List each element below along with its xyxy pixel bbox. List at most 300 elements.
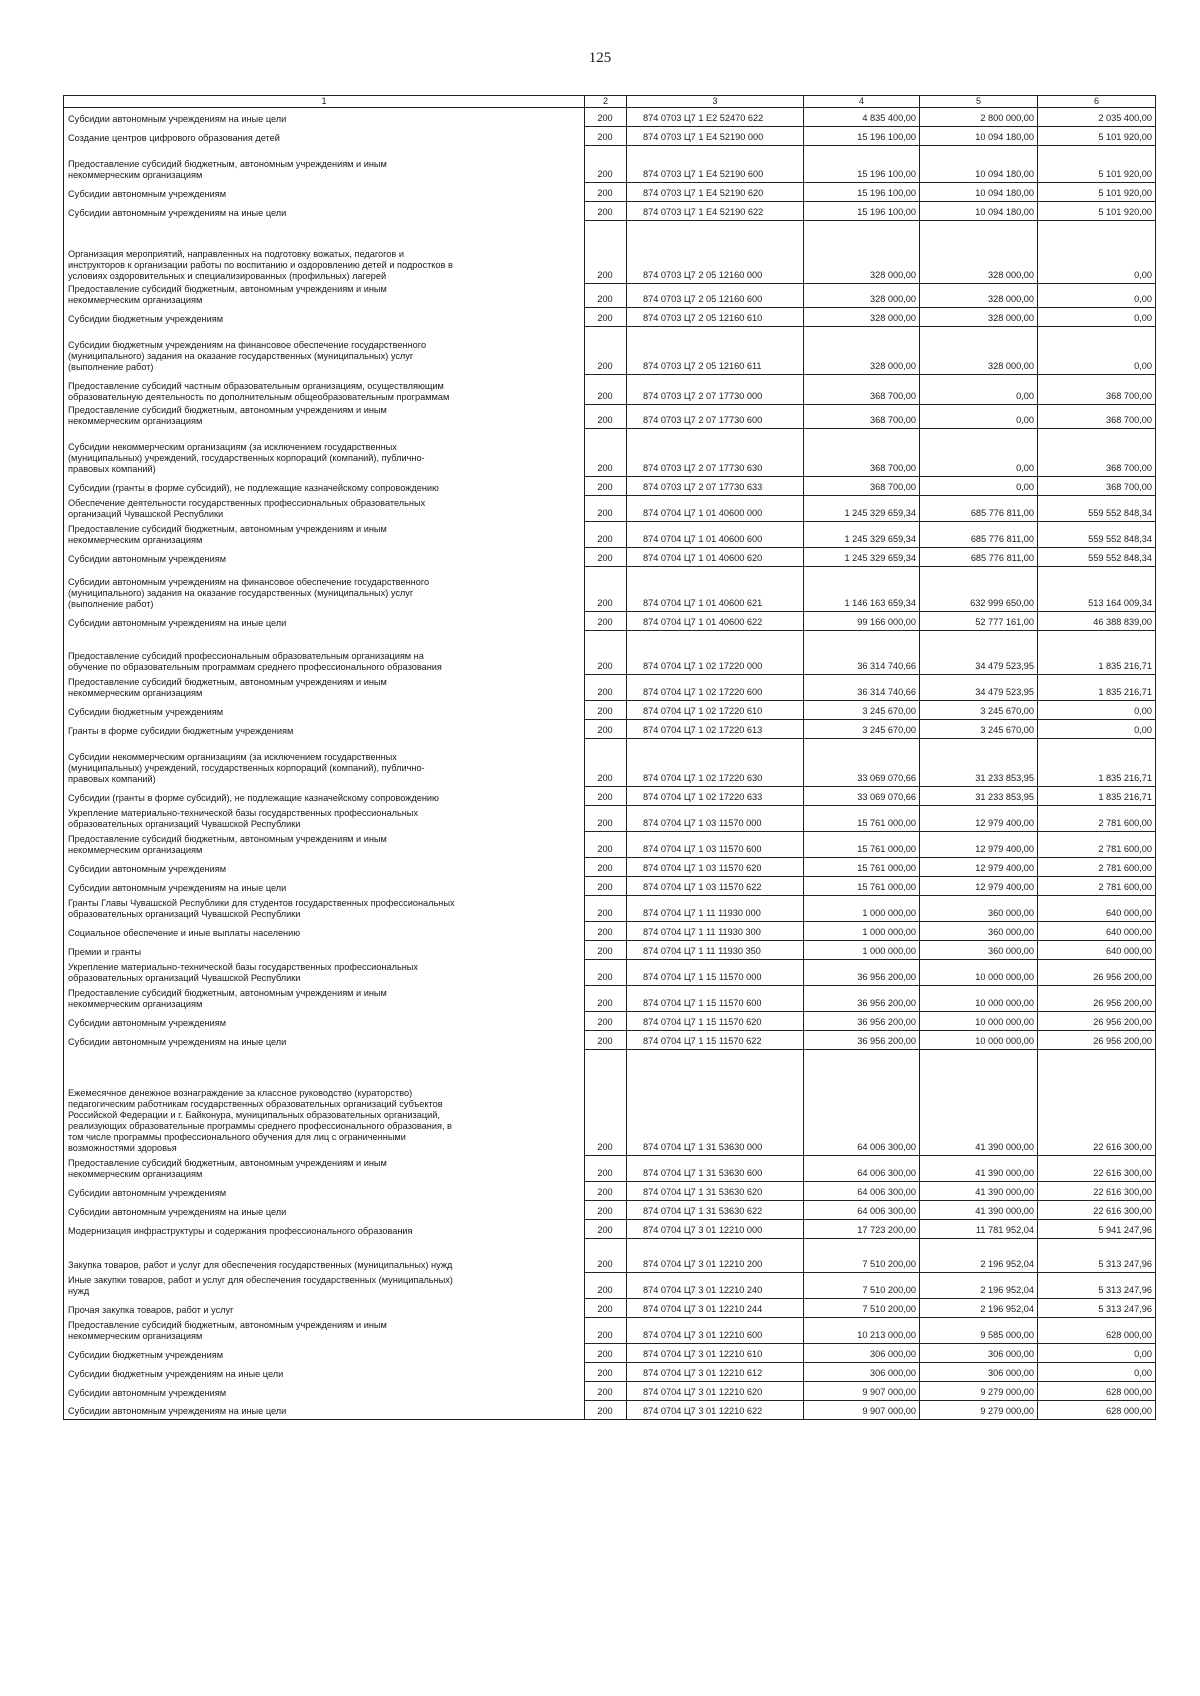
table-row [64, 284, 1156, 308]
row-approved-amount: 64 006 300,00 [804, 1050, 920, 1156]
row-executed-amount: 9 279 000,00 [920, 1401, 1038, 1420]
row-unexecuted-amount: 640 000,00 [1038, 896, 1156, 922]
row-executed-amount: 11 781 952,04 [920, 1220, 1038, 1239]
row-approved-amount: 64 006 300,00 [804, 1156, 920, 1182]
row-executed-amount: 306 000,00 [920, 1363, 1038, 1382]
row-approved-amount: 10 213 000,00 [804, 1318, 920, 1344]
row-executed-amount: 41 390 000,00 [920, 1050, 1038, 1156]
table-row [64, 1012, 1156, 1031]
row-name: Субсидии бюджетным учреждениям на финансовое обеспечение государственного (муниципального) задания на оказание государственных (муниципальных) услуг (выполнение работ) [64, 327, 585, 375]
row-executed-amount: 12 979 400,00 [920, 858, 1038, 877]
row-approved-amount: 64 006 300,00 [804, 1201, 920, 1220]
row-name: Субсидии автономным учреждениям на иные цели [64, 202, 585, 221]
table-row [64, 858, 1156, 877]
table-header [64, 96, 1156, 108]
row-unexecuted-amount: 559 552 848,34 [1038, 496, 1156, 522]
row-name: Гранты Главы Чувашской Республики для студентов государственных профессиональных образовательных организаций Чувашской Республики [64, 896, 585, 922]
row-name: Предоставление субсидий частным образовательным организациям, осуществляющим образовательную деятельность по дополнительным общеобразовательным программам [64, 375, 585, 405]
row-name: Субсидии (гранты в форме субсидий), не подлежащие казначейскому сопровождению [64, 787, 585, 806]
row-unexecuted-amount: 5 313 247,96 [1038, 1299, 1156, 1318]
row-executed-amount: 360 000,00 [920, 922, 1038, 941]
row-executed-amount: 0,00 [920, 477, 1038, 496]
row-unexecuted-amount: 368 700,00 [1038, 477, 1156, 496]
row-approved-amount: 33 069 070,66 [804, 787, 920, 806]
row-classification: 874 0703 Ц7 2 07 17730 000 [627, 375, 804, 405]
row-code: 200 [585, 739, 627, 787]
header-col-unexecuted: 6 [1038, 96, 1156, 108]
row-approved-amount: 15 196 100,00 [804, 202, 920, 221]
row-code: 200 [585, 1299, 627, 1318]
row-unexecuted-amount: 26 956 200,00 [1038, 960, 1156, 986]
row-executed-amount: 34 479 523,95 [920, 631, 1038, 675]
row-name: Предоставление субсидий бюджетным, автономным учреждениям и иным некоммерческим организациям [64, 986, 585, 1012]
row-unexecuted-amount: 1 835 216,71 [1038, 675, 1156, 701]
table-row [64, 1156, 1156, 1182]
row-name: Закупка товаров, работ и услуг для обеспечения государственных (муниципальных) нужд [64, 1239, 585, 1273]
row-executed-amount: 31 233 853,95 [920, 787, 1038, 806]
row-approved-amount: 368 700,00 [804, 405, 920, 429]
row-unexecuted-amount: 628 000,00 [1038, 1401, 1156, 1420]
row-unexecuted-amount: 0,00 [1038, 308, 1156, 327]
table-row [64, 701, 1156, 720]
row-executed-amount: 10 094 180,00 [920, 127, 1038, 146]
row-name: Субсидии автономным учреждениям [64, 183, 585, 202]
row-unexecuted-amount: 559 552 848,34 [1038, 522, 1156, 548]
row-executed-amount: 41 390 000,00 [920, 1156, 1038, 1182]
row-executed-amount: 685 776 811,00 [920, 548, 1038, 567]
row-executed-amount: 10 094 180,00 [920, 183, 1038, 202]
row-unexecuted-amount: 640 000,00 [1038, 922, 1156, 941]
row-name: Ежемесячное денежное вознаграждение за классное руководство (кураторство) педагогическим работникам государственных образовательных организаций субъектов Российской Федерации и г. Байконура, муниципальных образовательных организаций, реализующих образовательные программы среднего профессионального образования, в том числе программы профессионального обучения для лиц с ограниченными возможностями здоровья [64, 1050, 585, 1156]
row-classification: 874 0704 Ц7 3 01 12210 622 [627, 1401, 804, 1420]
table-row [64, 631, 1156, 675]
row-name: Предоставление субсидий бюджетным, автономным учреждениям и иным некоммерческим организациям [64, 405, 585, 429]
row-classification: 874 0703 Ц7 1 Е4 52190 620 [627, 183, 804, 202]
row-code: 200 [585, 496, 627, 522]
row-name: Субсидии автономным учреждениям на иные цели [64, 1401, 585, 1420]
row-executed-amount: 41 390 000,00 [920, 1182, 1038, 1201]
row-unexecuted-amount: 22 616 300,00 [1038, 1050, 1156, 1156]
row-code: 200 [585, 986, 627, 1012]
row-unexecuted-amount: 5 313 247,96 [1038, 1239, 1156, 1273]
row-executed-amount: 10 094 180,00 [920, 146, 1038, 183]
row-classification: 874 0704 Ц7 1 15 11570 600 [627, 986, 804, 1012]
row-approved-amount: 36 956 200,00 [804, 960, 920, 986]
row-classification: 874 0704 Ц7 1 02 17220 000 [627, 631, 804, 675]
row-executed-amount: 52 777 161,00 [920, 612, 1038, 631]
row-executed-amount: 34 479 523,95 [920, 675, 1038, 701]
row-unexecuted-amount: 2 781 600,00 [1038, 877, 1156, 896]
row-approved-amount: 9 907 000,00 [804, 1401, 920, 1420]
row-approved-amount: 306 000,00 [804, 1363, 920, 1382]
row-code: 200 [585, 221, 627, 284]
row-executed-amount: 2 196 952,04 [920, 1273, 1038, 1299]
row-executed-amount: 9 585 000,00 [920, 1318, 1038, 1344]
row-unexecuted-amount: 628 000,00 [1038, 1382, 1156, 1401]
row-code: 200 [585, 701, 627, 720]
row-unexecuted-amount: 1 835 216,71 [1038, 631, 1156, 675]
row-classification: 874 0703 Ц7 2 07 17730 630 [627, 429, 804, 477]
row-executed-amount: 10 000 000,00 [920, 1012, 1038, 1031]
table-row [64, 429, 1156, 477]
row-name: Субсидии автономным учреждениям [64, 1182, 585, 1201]
table-row [64, 720, 1156, 739]
row-unexecuted-amount: 628 000,00 [1038, 1318, 1156, 1344]
row-name: Субсидии (гранты в форме субсидий), не подлежащие казначейскому сопровождению [64, 477, 585, 496]
row-code: 200 [585, 1201, 627, 1220]
row-name: Предоставление субсидий бюджетным, автономным учреждениям и иным некоммерческим организациям [64, 1156, 585, 1182]
row-classification: 874 0704 Ц7 1 03 11570 622 [627, 877, 804, 896]
row-executed-amount: 41 390 000,00 [920, 1201, 1038, 1220]
row-unexecuted-amount: 368 700,00 [1038, 405, 1156, 429]
row-classification: 874 0703 Ц7 2 07 17730 600 [627, 405, 804, 429]
table-row [64, 1201, 1156, 1220]
row-approved-amount: 1 245 329 659,34 [804, 522, 920, 548]
row-approved-amount: 17 723 200,00 [804, 1220, 920, 1239]
row-code: 200 [585, 832, 627, 858]
row-code: 200 [585, 567, 627, 612]
row-approved-amount: 1 000 000,00 [804, 896, 920, 922]
row-classification: 874 0704 Ц7 1 02 17220 633 [627, 787, 804, 806]
row-unexecuted-amount: 5 101 920,00 [1038, 183, 1156, 202]
table-row [64, 146, 1156, 183]
row-classification: 874 0704 Ц7 1 02 17220 630 [627, 739, 804, 787]
row-classification: 874 0703 Ц7 2 05 12160 611 [627, 327, 804, 375]
row-classification: 874 0704 Ц7 1 31 53630 622 [627, 1201, 804, 1220]
row-unexecuted-amount: 0,00 [1038, 327, 1156, 375]
row-code: 200 [585, 146, 627, 183]
row-name: Укрепление материально-технической базы государственных профессиональных образовательных организаций Чувашской Республики [64, 806, 585, 832]
row-approved-amount: 3 245 670,00 [804, 720, 920, 739]
row-classification: 874 0704 Ц7 1 31 53630 000 [627, 1050, 804, 1156]
row-unexecuted-amount: 0,00 [1038, 720, 1156, 739]
row-code: 200 [585, 1401, 627, 1420]
row-classification: 874 0704 Ц7 1 03 11570 620 [627, 858, 804, 877]
row-executed-amount: 0,00 [920, 405, 1038, 429]
row-name: Модернизация инфраструктуры и содержания профессионального образования [64, 1220, 585, 1239]
row-executed-amount: 306 000,00 [920, 1344, 1038, 1363]
row-approved-amount: 15 196 100,00 [804, 183, 920, 202]
row-name: Обеспечение деятельности государственных профессиональных образовательных организаций Чувашской Республики [64, 496, 585, 522]
row-classification: 874 0704 Ц7 3 01 12210 244 [627, 1299, 804, 1318]
row-executed-amount: 10 000 000,00 [920, 986, 1038, 1012]
table-row [64, 221, 1156, 284]
table-row [64, 1382, 1156, 1401]
row-classification: 874 0704 Ц7 3 01 12210 600 [627, 1318, 804, 1344]
row-name: Субсидии автономным учреждениям на иные цели [64, 108, 585, 127]
row-classification: 874 0703 Ц7 1 Е4 52190 000 [627, 127, 804, 146]
row-code: 200 [585, 675, 627, 701]
table-row [64, 896, 1156, 922]
row-executed-amount: 12 979 400,00 [920, 806, 1038, 832]
row-code: 200 [585, 1363, 627, 1382]
table-row [64, 612, 1156, 631]
row-code: 200 [585, 1156, 627, 1182]
row-code: 200 [585, 787, 627, 806]
row-code: 200 [585, 1318, 627, 1344]
row-executed-amount: 10 094 180,00 [920, 202, 1038, 221]
row-approved-amount: 1 000 000,00 [804, 922, 920, 941]
header-col-name: 1 [64, 96, 585, 108]
row-approved-amount: 4 835 400,00 [804, 108, 920, 127]
row-unexecuted-amount: 640 000,00 [1038, 941, 1156, 960]
row-approved-amount: 15 761 000,00 [804, 806, 920, 832]
row-name: Предоставление субсидий бюджетным, автономным учреждениям и иным некоммерческим организациям [64, 675, 585, 701]
row-name: Субсидии автономным учреждениям на финансовое обеспечение государственного (муниципального) задания на оказание государственных (муниципальных) услуг (выполнение работ) [64, 567, 585, 612]
header-row [64, 96, 1156, 108]
header-col-classification: 3 [627, 96, 804, 108]
header-col-approved: 4 [804, 96, 920, 108]
row-unexecuted-amount: 1 835 216,71 [1038, 787, 1156, 806]
row-name: Субсидии бюджетным учреждениям [64, 308, 585, 327]
row-classification: 874 0704 Ц7 1 03 11570 600 [627, 832, 804, 858]
row-code: 200 [585, 922, 627, 941]
row-classification: 874 0704 Ц7 1 02 17220 613 [627, 720, 804, 739]
table-row [64, 308, 1156, 327]
row-classification: 874 0704 Ц7 3 01 12210 610 [627, 1344, 804, 1363]
row-unexecuted-amount: 26 956 200,00 [1038, 986, 1156, 1012]
row-code: 200 [585, 548, 627, 567]
row-unexecuted-amount: 5 101 920,00 [1038, 202, 1156, 221]
row-code: 200 [585, 858, 627, 877]
row-code: 200 [585, 1182, 627, 1201]
row-classification: 874 0704 Ц7 1 01 40600 000 [627, 496, 804, 522]
row-executed-amount: 360 000,00 [920, 941, 1038, 960]
row-classification: 874 0704 Ц7 1 15 11570 000 [627, 960, 804, 986]
row-code: 200 [585, 612, 627, 631]
row-name: Субсидии автономным учреждениям на иные цели [64, 1201, 585, 1220]
row-classification: 874 0703 Ц7 2 05 12160 600 [627, 284, 804, 308]
row-executed-amount: 10 000 000,00 [920, 960, 1038, 986]
table-row [64, 1344, 1156, 1363]
row-unexecuted-amount: 0,00 [1038, 701, 1156, 720]
row-code: 200 [585, 202, 627, 221]
row-executed-amount: 31 233 853,95 [920, 739, 1038, 787]
row-unexecuted-amount: 2 781 600,00 [1038, 858, 1156, 877]
row-name: Субсидии некоммерческим организациям (за исключением государственных (муниципальных) учреждений, государственных корпораций (компаний), публично- правовых компаний) [64, 739, 585, 787]
row-approved-amount: 36 956 200,00 [804, 986, 920, 1012]
row-unexecuted-amount: 2 781 600,00 [1038, 806, 1156, 832]
row-classification: 874 0704 Ц7 1 02 17220 600 [627, 675, 804, 701]
table-row [64, 567, 1156, 612]
row-unexecuted-amount: 5 313 247,96 [1038, 1273, 1156, 1299]
row-code: 200 [585, 405, 627, 429]
row-classification: 874 0704 Ц7 1 02 17220 610 [627, 701, 804, 720]
row-executed-amount: 10 000 000,00 [920, 1031, 1038, 1050]
row-classification: 874 0704 Ц7 1 03 11570 000 [627, 806, 804, 832]
row-code: 200 [585, 477, 627, 496]
table-row [64, 1299, 1156, 1318]
row-approved-amount: 36 314 740,66 [804, 675, 920, 701]
row-name: Социальное обеспечение и иные выплаты населению [64, 922, 585, 941]
row-classification: 874 0703 Ц7 2 07 17730 633 [627, 477, 804, 496]
row-unexecuted-amount: 2 781 600,00 [1038, 832, 1156, 858]
row-unexecuted-amount: 26 956 200,00 [1038, 1031, 1156, 1050]
header-col-code: 2 [585, 96, 627, 108]
row-code: 200 [585, 896, 627, 922]
row-approved-amount: 36 956 200,00 [804, 1031, 920, 1050]
row-approved-amount: 33 069 070,66 [804, 739, 920, 787]
row-code: 200 [585, 375, 627, 405]
row-classification: 874 0704 Ц7 1 31 53630 620 [627, 1182, 804, 1201]
table-row [64, 1239, 1156, 1273]
row-classification: 874 0703 Ц7 2 05 12160 000 [627, 221, 804, 284]
row-approved-amount: 3 245 670,00 [804, 701, 920, 720]
row-executed-amount: 328 000,00 [920, 221, 1038, 284]
row-code: 200 [585, 1382, 627, 1401]
row-unexecuted-amount: 22 616 300,00 [1038, 1182, 1156, 1201]
table-row [64, 960, 1156, 986]
row-classification: 874 0704 Ц7 1 11 11930 350 [627, 941, 804, 960]
row-classification: 874 0704 Ц7 3 01 12210 240 [627, 1273, 804, 1299]
row-classification: 874 0704 Ц7 1 01 40600 620 [627, 548, 804, 567]
row-name: Субсидии бюджетным учреждениям [64, 701, 585, 720]
row-approved-amount: 306 000,00 [804, 1344, 920, 1363]
row-approved-amount: 1 245 329 659,34 [804, 548, 920, 567]
row-name: Субсидии автономным учреждениям на иные цели [64, 877, 585, 896]
table-row [64, 675, 1156, 701]
row-classification: 874 0703 Ц7 1 Е4 52190 622 [627, 202, 804, 221]
table-row [64, 127, 1156, 146]
header-col-executed: 5 [920, 96, 1038, 108]
row-approved-amount: 15 196 100,00 [804, 127, 920, 146]
row-name: Организация мероприятий, направленных на подготовку вожатых, педагогов и инструкторов к организации работы по воспитанию и оздоровлению детей и подростков в условиях оздоровительных и специализированных (профильных) лагерей [64, 221, 585, 284]
row-unexecuted-amount: 22 616 300,00 [1038, 1201, 1156, 1220]
row-code: 200 [585, 108, 627, 127]
table-row [64, 1050, 1156, 1156]
row-unexecuted-amount: 0,00 [1038, 221, 1156, 284]
row-code: 200 [585, 1239, 627, 1273]
row-approved-amount: 7 510 200,00 [804, 1273, 920, 1299]
row-approved-amount: 368 700,00 [804, 477, 920, 496]
row-approved-amount: 64 006 300,00 [804, 1182, 920, 1201]
table-row [64, 405, 1156, 429]
table-row [64, 548, 1156, 567]
table-row [64, 496, 1156, 522]
row-code: 200 [585, 1031, 627, 1050]
table-row [64, 183, 1156, 202]
row-approved-amount: 1 000 000,00 [804, 941, 920, 960]
row-unexecuted-amount: 368 700,00 [1038, 429, 1156, 477]
row-code: 200 [585, 1344, 627, 1363]
row-name: Субсидии некоммерческим организациям (за исключением государственных (муниципальных) учреждений, государственных корпораций (компаний), публично- правовых компаний) [64, 429, 585, 477]
row-approved-amount: 7 510 200,00 [804, 1299, 920, 1318]
row-unexecuted-amount: 0,00 [1038, 1363, 1156, 1382]
table-row [64, 922, 1156, 941]
table-row [64, 739, 1156, 787]
row-executed-amount: 3 245 670,00 [920, 701, 1038, 720]
row-name: Премии и гранты [64, 941, 585, 960]
row-code: 200 [585, 631, 627, 675]
row-classification: 874 0704 Ц7 1 15 11570 620 [627, 1012, 804, 1031]
table-row [64, 1318, 1156, 1344]
row-approved-amount: 99 166 000,00 [804, 612, 920, 631]
row-approved-amount: 328 000,00 [804, 327, 920, 375]
row-name: Субсидии автономным учреждениям на иные цели [64, 612, 585, 631]
row-unexecuted-amount: 22 616 300,00 [1038, 1156, 1156, 1182]
row-approved-amount: 1 146 163 659,34 [804, 567, 920, 612]
row-executed-amount: 328 000,00 [920, 308, 1038, 327]
row-approved-amount: 7 510 200,00 [804, 1239, 920, 1273]
row-executed-amount: 0,00 [920, 429, 1038, 477]
row-executed-amount: 12 979 400,00 [920, 832, 1038, 858]
page-number: 125 [588, 50, 612, 66]
row-executed-amount: 328 000,00 [920, 284, 1038, 308]
row-classification: 874 0704 Ц7 3 01 12210 200 [627, 1239, 804, 1273]
row-name: Предоставление субсидий бюджетным, автономным учреждениям и иным некоммерческим организациям [64, 832, 585, 858]
row-name: Субсидии автономным учреждениям [64, 548, 585, 567]
row-unexecuted-amount: 5 101 920,00 [1038, 127, 1156, 146]
table-row [64, 986, 1156, 1012]
row-name: Субсидии автономным учреждениям [64, 1012, 585, 1031]
row-classification: 874 0703 Ц7 1 Е2 52470 622 [627, 108, 804, 127]
row-executed-amount: 328 000,00 [920, 327, 1038, 375]
table-row [64, 806, 1156, 832]
table-row [64, 327, 1156, 375]
table-row [64, 108, 1156, 127]
row-name: Предоставление субсидий бюджетным, автономным учреждениям и иным некоммерческим организациям [64, 1318, 585, 1344]
row-name: Субсидии бюджетным учреждениям [64, 1344, 585, 1363]
row-executed-amount: 12 979 400,00 [920, 877, 1038, 896]
row-classification: 874 0704 Ц7 1 01 40600 622 [627, 612, 804, 631]
row-classification: 874 0703 Ц7 1 Е4 52190 600 [627, 146, 804, 183]
row-code: 200 [585, 127, 627, 146]
row-name: Субсидии автономным учреждениям [64, 858, 585, 877]
row-approved-amount: 15 761 000,00 [804, 858, 920, 877]
row-executed-amount: 685 776 811,00 [920, 496, 1038, 522]
row-executed-amount: 685 776 811,00 [920, 522, 1038, 548]
table-row [64, 375, 1156, 405]
row-code: 200 [585, 806, 627, 832]
row-code: 200 [585, 327, 627, 375]
row-code: 200 [585, 941, 627, 960]
row-code: 200 [585, 1273, 627, 1299]
row-name: Предоставление субсидий бюджетным, автономным учреждениям и иным некоммерческим организациям [64, 284, 585, 308]
table-row [64, 832, 1156, 858]
row-name: Субсидии бюджетным учреждениям на иные цели [64, 1363, 585, 1382]
table-row [64, 202, 1156, 221]
row-executed-amount: 2 196 952,04 [920, 1239, 1038, 1273]
row-executed-amount: 2 196 952,04 [920, 1299, 1038, 1318]
row-classification: 874 0704 Ц7 1 01 40600 600 [627, 522, 804, 548]
row-approved-amount: 15 761 000,00 [804, 877, 920, 896]
table-row [64, 1401, 1156, 1420]
row-code: 200 [585, 183, 627, 202]
row-approved-amount: 36 314 740,66 [804, 631, 920, 675]
row-name: Гранты в форме субсидии бюджетным учреждениям [64, 720, 585, 739]
row-approved-amount: 15 761 000,00 [804, 832, 920, 858]
row-approved-amount: 1 245 329 659,34 [804, 496, 920, 522]
row-approved-amount: 328 000,00 [804, 284, 920, 308]
row-approved-amount: 15 196 100,00 [804, 146, 920, 183]
row-approved-amount: 368 700,00 [804, 429, 920, 477]
row-name: Предоставление субсидий бюджетным, автономным учреждениям и иным некоммерческим организациям [64, 146, 585, 183]
row-executed-amount: 360 000,00 [920, 896, 1038, 922]
row-classification: 874 0704 Ц7 1 15 11570 622 [627, 1031, 804, 1050]
row-unexecuted-amount: 2 035 400,00 [1038, 108, 1156, 127]
row-name: Субсидии автономным учреждениям на иные цели [64, 1031, 585, 1050]
row-unexecuted-amount: 0,00 [1038, 1344, 1156, 1363]
row-classification: 874 0704 Ц7 1 11 11930 000 [627, 896, 804, 922]
row-name: Создание центров цифрового образования детей [64, 127, 585, 146]
row-approved-amount: 328 000,00 [804, 308, 920, 327]
row-code: 200 [585, 877, 627, 896]
row-unexecuted-amount: 559 552 848,34 [1038, 548, 1156, 567]
row-classification: 874 0704 Ц7 3 01 12210 000 [627, 1220, 804, 1239]
row-unexecuted-amount: 26 956 200,00 [1038, 1012, 1156, 1031]
table-row [64, 477, 1156, 496]
row-executed-amount: 9 279 000,00 [920, 1382, 1038, 1401]
